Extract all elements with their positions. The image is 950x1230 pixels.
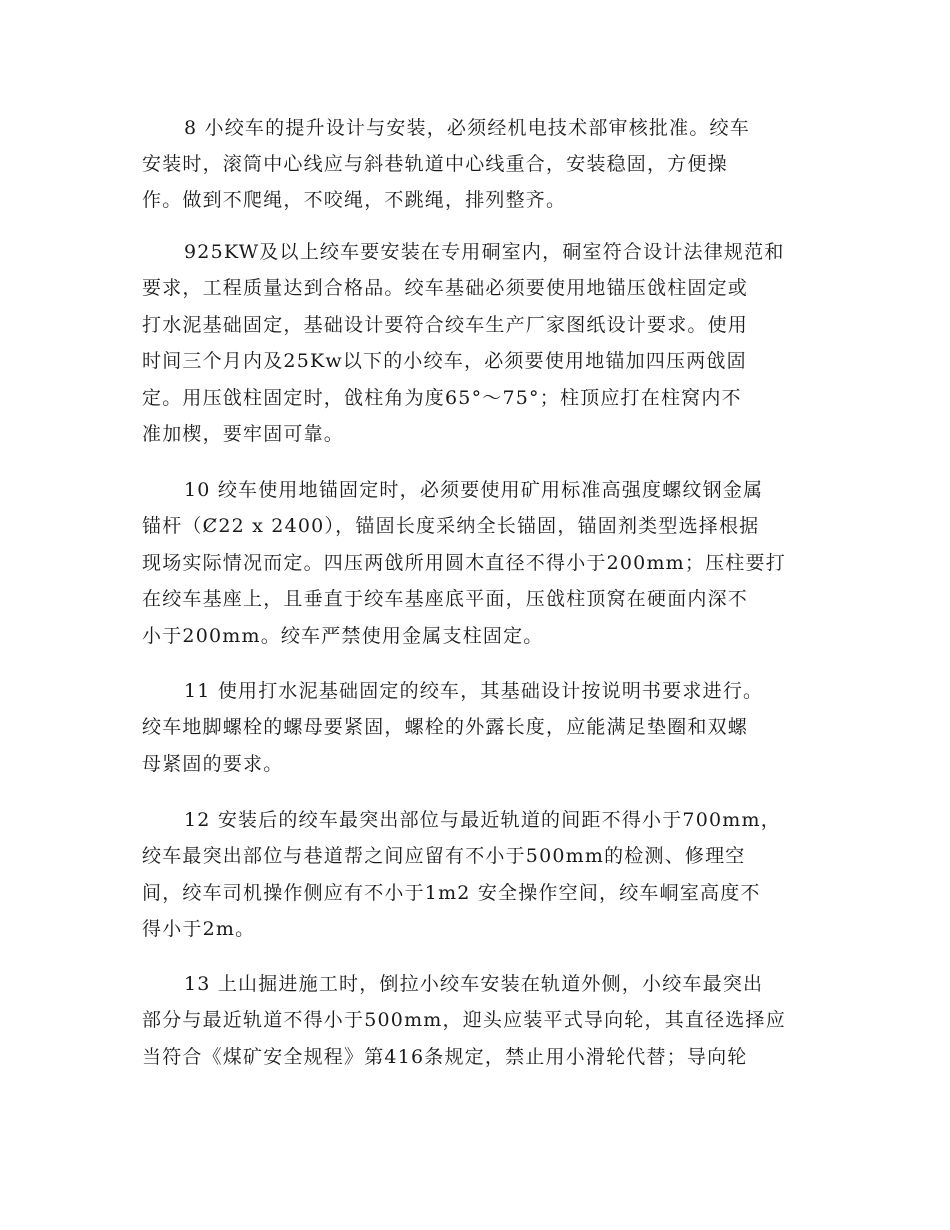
text-line: 绞车最突出部位与巷道帮之间应留有不小于500mm的检测、修理空 xyxy=(142,845,746,867)
text-line: 10 绞车使用地锚固定时，必须要使用矿用标准高强度螺纹钢金属 xyxy=(184,479,764,501)
text-line: 作。做到不爬绳，不咬绳，不跳绳，排列整齐。 xyxy=(142,189,567,211)
text-line: 定。用压戗柱固定时，戗柱角为度65°～75°；柱顶应打在柱窝内不 xyxy=(142,387,742,409)
text-line: 925KW及以上绞车要安装在专用硐室内，硐室符合设计法律规范和 xyxy=(184,241,785,263)
text-line: 11 使用打水泥基础固定的绞车，其基础设计按说明书要求进行。 xyxy=(184,680,764,702)
text-line: 要求，工程质量达到合格品。绞车基础必须要使用地锚压戗柱固定或 xyxy=(142,277,749,299)
text-line: 时间三个月内及25Kw以下的小绞车，必须要使用地锚加四压两戗固 xyxy=(142,350,747,372)
text-line: 在绞车基座上，且垂直于绞车基座底平面，压戗柱顶窝在硬面内深不 xyxy=(142,588,749,610)
text-line: 8 小绞车的提升设计与安装，必须经机电技术部审核批准。绞车 xyxy=(184,117,750,139)
text-line: 锚杆（Ȼ22 x 2400），锚固长度采纳全长锚固，锚固剂类型选择根据 xyxy=(142,515,760,537)
text-line: 安装时，滚筒中心线应与斜巷轨道中心线重合，安装稳固，方便操 xyxy=(142,153,728,175)
text-line: 绞车地脚螺栓的螺母要紧固，螺栓的外露长度，应能满足垫圈和双螺 xyxy=(142,716,749,738)
text-line: 母紧固的要求。 xyxy=(142,753,284,775)
text-line: 现场实际情况而定。四压两戗所用圆木直径不得小于200mm；压柱要打 xyxy=(142,552,786,574)
text-line: 准加楔，要牢固可靠。 xyxy=(142,423,345,445)
text-line: 间，绞车司机操作侧应有不小于1m2 安全操作空间，绞车峒室高度不 xyxy=(142,882,761,904)
text-line: 12 安装后的绞车最突出部位与最近轨道的间距不得小于700mm， xyxy=(184,809,781,831)
text-line: 当符合《煤矿安全规程》第416条规定，禁止用小滑轮代替；导向轮 xyxy=(142,1046,748,1068)
text-line: 得小于2m。 xyxy=(142,918,256,940)
text-line: 13 上山掘进施工时，倒拉小绞车安装在轨道外侧，小绞车最突出 xyxy=(184,973,764,995)
text-line: 部分与最近轨道不得小于500mm，迎头应装平式导向轮，其直径选择应 xyxy=(142,1009,786,1031)
text-line: 小于200mm。绞车严禁使用金属支柱固定。 xyxy=(142,625,544,647)
text-line: 打水泥基础固定，基础设计要符合绞车生产厂家图纸设计要求。使用 xyxy=(142,314,749,336)
